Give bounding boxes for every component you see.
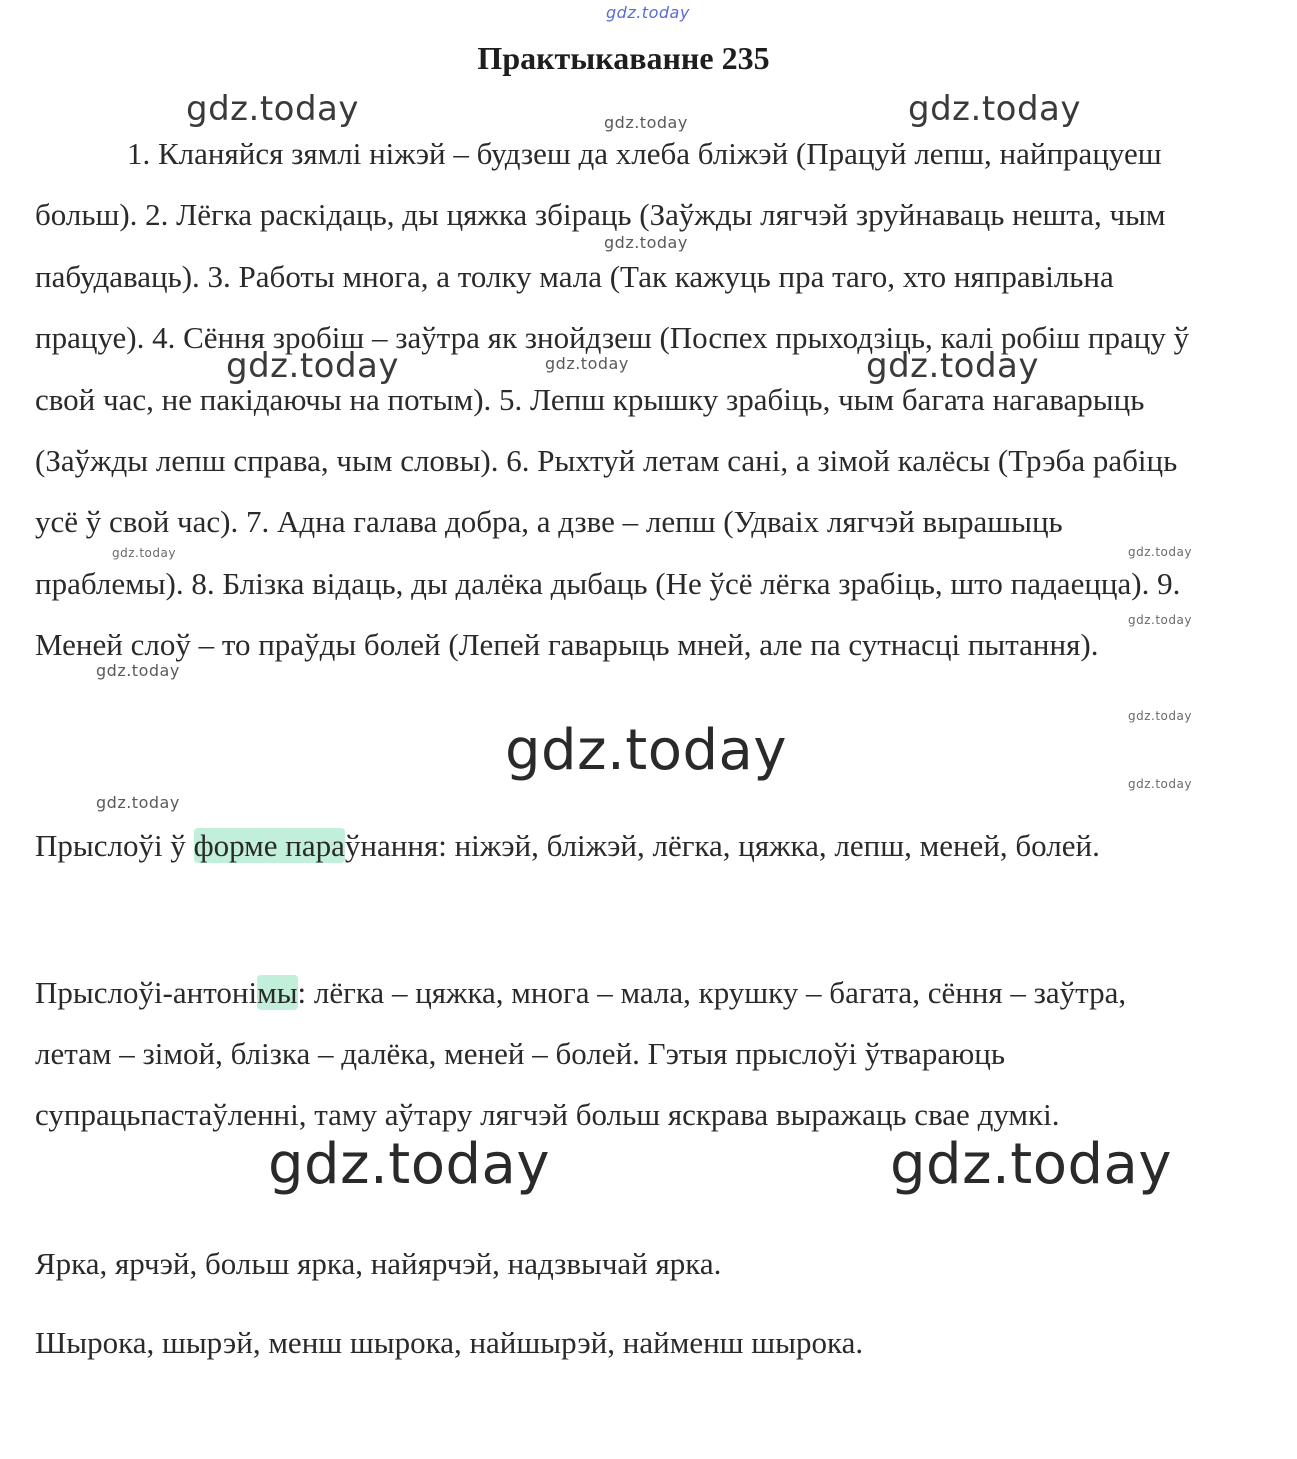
- watermark: gdz.today: [604, 233, 688, 252]
- shyroka-line: Шырока, шырэй, менш шырока, найшырэй, найменш шырока.: [35, 1325, 864, 1360]
- watermark: gdz.today: [96, 661, 180, 680]
- watermark: gdz.today: [604, 113, 688, 132]
- watermark: gdz.today: [908, 89, 1081, 129]
- page-title: Практыкаванне 235: [477, 40, 770, 76]
- proverbs-paragraph: 1. Кланяйся зямлі ніжэй – будзеш да хлеба бліжэй (Працуй лепш, найпрацуеш больш). 2. Лёгка раскідаць, ды цяжка збіраць (Заўжды лягчэй зруйнаваць нешта, чым пабудаваць). 3. Работы многа, а толку мала (Так кажуць пра таго, хто няправільна працуе). 4. Сёння зробіш – заўтра як знойдзеш (Поспех прыходзіць, калі робіш працу ў свой час, не пакідаючы на потым). 5. Лепш крышку зрабіць, чым багата нагаварыць (Заўжды лепш справа, чым словы). 6. Рыхтуй летам сані, а зімой калёсы (Трэба рабіць усё ў свой час). 7. Адна галава добра, а дзве – лепш (Удваіх лягчэй вырашыць праблемы). 8. Блізка відаць, ды далёка дыбаць (Не ўсё лёгка зрабіць, што падаецца). 9. Меней слоў – то праўды болей (Лепей гаварыць мней, але па сутнасці пытання).: [35, 136, 1190, 663]
- comparison-paragraph: [35, 815, 1210, 876]
- watermark: gdz.today: [1128, 613, 1192, 627]
- antonyms-text-start: Прыслоўі-антоні: [35, 975, 258, 1010]
- watermark: gdz.today: [505, 718, 788, 783]
- comparison-text-start: Прыслоўі ў: [35, 828, 194, 863]
- highlighted-text: мы: [257, 975, 298, 1010]
- yarka-line: Ярка, ярчэй, больш ярка, найярчэй, надзвычай ярка.: [35, 1246, 722, 1281]
- watermark: gdz.today: [890, 1132, 1173, 1197]
- watermark: gdz.today: [866, 346, 1039, 386]
- watermark: gdz.today: [226, 346, 399, 386]
- watermark: gdz.today: [545, 354, 629, 373]
- watermark: gdz.today: [96, 793, 180, 812]
- watermark: gdz.today: [1128, 777, 1192, 791]
- watermark-top: gdz.today: [606, 3, 690, 22]
- watermark: gdz.today: [112, 546, 176, 560]
- comparison-text-end: ўнання: ніжэй, бліжэй, лёгка, цяжка, лепш, меней, болей.: [344, 828, 1100, 863]
- watermark: gdz.today: [268, 1132, 551, 1197]
- watermark: gdz.today: [186, 89, 359, 129]
- highlighted-text: форме пара: [193, 828, 345, 863]
- antonyms-text-end: : лёгка – цяжка, многа – мала, крушку – багата, сёння – заўтра, летам – зімой, блізка – далёка, меней – болей. Гэтыя прыслоўі ўтвараюць супрацьпастаўленні, таму аўтару лягчэй больш яскрава выражаць свае думкі.: [35, 975, 1127, 1132]
- watermark: gdz.today: [1128, 545, 1192, 559]
- watermark: gdz.today: [1128, 709, 1192, 723]
- antonyms-paragraph: [35, 962, 1210, 1145]
